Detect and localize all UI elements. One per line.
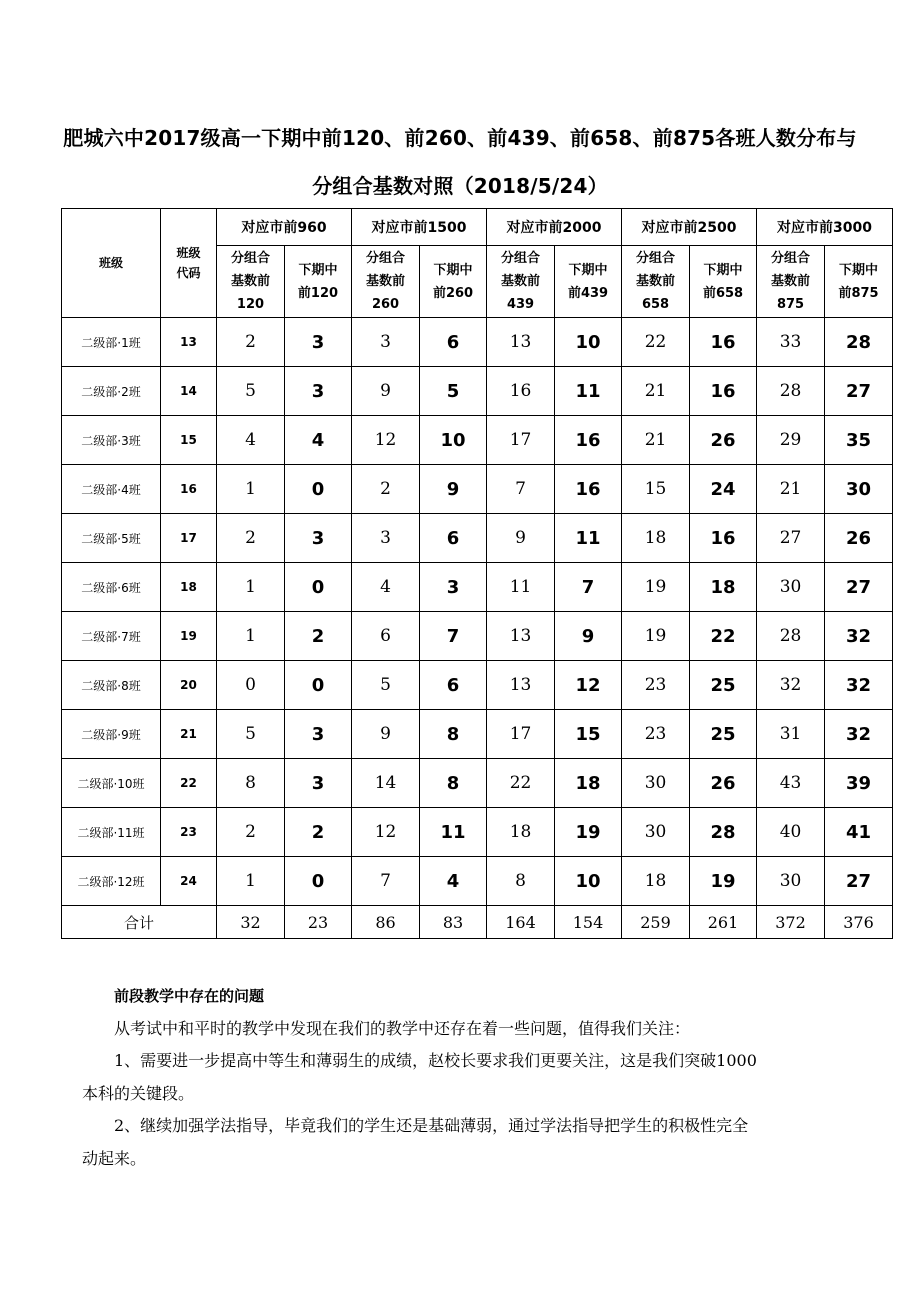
midterm-count-cell: 11	[420, 808, 487, 857]
base-count-cell: 2	[217, 514, 285, 563]
header-base-count: 分组合基数前260	[352, 246, 420, 318]
header-midterm-count: 下期中前658	[690, 246, 757, 318]
class-code-cell: 17	[161, 514, 217, 563]
base-count-cell: 3	[352, 514, 420, 563]
notes-item2-line2: 动起来。	[82, 1148, 147, 1168]
midterm-count-cell: 10	[555, 857, 622, 906]
base-count-cell: 17	[487, 416, 555, 465]
base-count-cell: 31	[757, 710, 825, 759]
base-count-cell: 27	[757, 514, 825, 563]
midterm-count-cell: 39	[825, 759, 893, 808]
midterm-count-cell: 3	[285, 367, 352, 416]
base-count-cell: 18	[622, 857, 690, 906]
base-count-cell: 4	[217, 416, 285, 465]
class-code-cell: 14	[161, 367, 217, 416]
class-code-cell: 15	[161, 416, 217, 465]
midterm-count-cell: 7	[555, 563, 622, 612]
midterm-count-cell: 41	[825, 808, 893, 857]
midterm-count-cell: 32	[825, 661, 893, 710]
notes-item1-line2: 本科的关键段。	[82, 1083, 195, 1103]
class-code-cell: 23	[161, 808, 217, 857]
header-base-count: 分组合基数前658	[622, 246, 690, 318]
header-class-code-text: 班级代码	[176, 246, 201, 280]
midterm-count-cell: 27	[825, 367, 893, 416]
base-count-cell: 43	[757, 759, 825, 808]
table-row	[62, 661, 893, 710]
base-count-cell: 30	[622, 759, 690, 808]
midterm-count-cell: 28	[690, 808, 757, 857]
midterm-count-cell: 6	[420, 318, 487, 367]
table-row	[62, 514, 893, 563]
base-count-cell: 13	[487, 318, 555, 367]
header-base-count: 分组合基数前120	[217, 246, 285, 318]
base-count-cell: 9	[352, 710, 420, 759]
class-name-cell: 二级部·4班	[62, 465, 161, 514]
midterm-count-cell: 4	[285, 416, 352, 465]
midterm-count-cell: 9	[555, 612, 622, 661]
midterm-count-cell: 18	[690, 563, 757, 612]
base-count-cell: 21	[622, 367, 690, 416]
base-count-cell: 12	[352, 416, 420, 465]
midterm-count-cell: 9	[420, 465, 487, 514]
base-count-cell: 7	[487, 465, 555, 514]
base-count-cell: 1	[217, 857, 285, 906]
base-count-cell: 29	[757, 416, 825, 465]
midterm-count-cell: 0	[285, 661, 352, 710]
midterm-count-cell: 26	[690, 416, 757, 465]
midterm-count-cell: 28	[825, 318, 893, 367]
midterm-count-cell: 5	[420, 367, 487, 416]
totals-row	[62, 906, 893, 939]
total-cell: 154	[555, 906, 622, 939]
base-count-cell: 8	[217, 759, 285, 808]
base-count-cell: 12	[352, 808, 420, 857]
midterm-count-cell: 6	[420, 661, 487, 710]
base-count-cell: 30	[757, 563, 825, 612]
base-count-cell: 40	[757, 808, 825, 857]
class-name-cell: 二级部·6班	[62, 563, 161, 612]
base-count-cell: 33	[757, 318, 825, 367]
midterm-count-cell: 0	[285, 857, 352, 906]
total-cell: 164	[487, 906, 555, 939]
base-count-cell: 6	[352, 612, 420, 661]
base-count-cell: 28	[757, 612, 825, 661]
base-count-cell: 1	[217, 612, 285, 661]
base-count-cell: 19	[622, 563, 690, 612]
document-title-line2: 分组合基数对照（2018/5/24）	[312, 174, 608, 198]
midterm-count-cell: 32	[825, 710, 893, 759]
midterm-count-cell: 8	[420, 710, 487, 759]
midterm-count-cell: 18	[555, 759, 622, 808]
midterm-count-cell: 2	[285, 808, 352, 857]
midterm-count-cell: 0	[285, 465, 352, 514]
totals-label: 合计	[62, 906, 217, 939]
base-count-cell: 7	[352, 857, 420, 906]
notes-heading: 前段教学中存在的问题	[114, 987, 265, 1005]
midterm-count-cell: 30	[825, 465, 893, 514]
table-row	[62, 367, 893, 416]
class-code-cell: 24	[161, 857, 217, 906]
base-count-cell: 17	[487, 710, 555, 759]
base-count-cell: 8	[487, 857, 555, 906]
base-count-cell: 5	[217, 367, 285, 416]
base-count-cell: 21	[757, 465, 825, 514]
midterm-count-cell: 26	[690, 759, 757, 808]
midterm-count-cell: 0	[285, 563, 352, 612]
total-cell: 83	[420, 906, 487, 939]
midterm-count-cell: 12	[555, 661, 622, 710]
midterm-count-cell: 3	[420, 563, 487, 612]
total-cell: 23	[285, 906, 352, 939]
base-count-cell: 0	[217, 661, 285, 710]
midterm-count-cell: 26	[825, 514, 893, 563]
midterm-count-cell: 16	[690, 367, 757, 416]
notes-intro: 从考试中和平时的教学中发现在我们的教学中还存在着一些问题，值得我们关注：	[114, 1018, 691, 1038]
distribution-table	[61, 208, 893, 939]
notes-section	[82, 980, 872, 1175]
table-row	[62, 857, 893, 906]
midterm-count-cell: 19	[690, 857, 757, 906]
base-count-cell: 18	[487, 808, 555, 857]
table-row	[62, 612, 893, 661]
table-row	[62, 759, 893, 808]
base-count-cell: 18	[622, 514, 690, 563]
class-code-cell: 18	[161, 563, 217, 612]
midterm-count-cell: 6	[420, 514, 487, 563]
base-count-cell: 1	[217, 563, 285, 612]
base-count-cell: 32	[757, 661, 825, 710]
midterm-count-cell: 2	[285, 612, 352, 661]
base-count-cell: 23	[622, 661, 690, 710]
midterm-count-cell: 16	[690, 514, 757, 563]
class-code-cell: 19	[161, 612, 217, 661]
class-name-cell: 二级部·1班	[62, 318, 161, 367]
header-base-count: 分组合基数前439	[487, 246, 555, 318]
midterm-count-cell: 22	[690, 612, 757, 661]
base-count-cell: 11	[487, 563, 555, 612]
base-count-cell: 3	[352, 318, 420, 367]
table-row	[62, 808, 893, 857]
midterm-count-cell: 16	[555, 416, 622, 465]
base-count-cell: 22	[622, 318, 690, 367]
base-count-cell: 15	[622, 465, 690, 514]
base-count-cell: 21	[622, 416, 690, 465]
total-cell: 376	[825, 906, 893, 939]
header-midterm-count: 下期中前439	[555, 246, 622, 318]
midterm-count-cell: 4	[420, 857, 487, 906]
midterm-count-cell: 27	[825, 563, 893, 612]
base-count-cell: 22	[487, 759, 555, 808]
midterm-count-cell: 3	[285, 710, 352, 759]
base-count-cell: 19	[622, 612, 690, 661]
midterm-count-cell: 16	[555, 465, 622, 514]
class-name-cell: 二级部·3班	[62, 416, 161, 465]
header-group-2500: 对应市前2500	[622, 209, 757, 246]
header-midterm-count: 下期中前875	[825, 246, 893, 318]
base-count-cell: 5	[217, 710, 285, 759]
total-cell: 259	[622, 906, 690, 939]
notes-item2-line1: 2、继续加强学法指导，毕竟我们的学生还是基础薄弱，通过学法指导把学生的积极性完全	[114, 1116, 749, 1135]
total-cell: 32	[217, 906, 285, 939]
midterm-count-cell: 8	[420, 759, 487, 808]
notes-item1-line1: 1、需要进一步提高中等生和薄弱生的成绩，赵校长要求我们更要关注，这是我们突破1000	[114, 1051, 757, 1070]
header-class-code	[161, 209, 217, 318]
base-count-cell: 30	[757, 857, 825, 906]
base-count-cell: 30	[622, 808, 690, 857]
header-class: 班级	[62, 209, 161, 318]
midterm-count-cell: 7	[420, 612, 487, 661]
header-group-3000: 对应市前3000	[757, 209, 893, 246]
class-name-cell: 二级部·5班	[62, 514, 161, 563]
table-row	[62, 710, 893, 759]
base-count-cell: 4	[352, 563, 420, 612]
class-name-cell: 二级部·10班	[62, 759, 161, 808]
midterm-count-cell: 11	[555, 514, 622, 563]
document-title-line1: 肥城六中2017级高一下期中前120、前260、前439、前658、前875各班人数分布与	[63, 126, 857, 150]
table-row	[62, 318, 893, 367]
class-name-cell: 二级部·2班	[62, 367, 161, 416]
base-count-cell: 2	[352, 465, 420, 514]
base-count-cell: 5	[352, 661, 420, 710]
base-count-cell: 16	[487, 367, 555, 416]
class-code-cell: 21	[161, 710, 217, 759]
total-cell: 372	[757, 906, 825, 939]
table-row	[62, 563, 893, 612]
header-midterm-count: 下期中前120	[285, 246, 352, 318]
class-code-cell: 22	[161, 759, 217, 808]
midterm-count-cell: 11	[555, 367, 622, 416]
midterm-count-cell: 35	[825, 416, 893, 465]
class-name-cell: 二级部·12班	[62, 857, 161, 906]
class-code-cell: 16	[161, 465, 217, 514]
class-name-cell: 二级部·11班	[62, 808, 161, 857]
midterm-count-cell: 3	[285, 318, 352, 367]
table-row	[62, 465, 893, 514]
midterm-count-cell: 10	[555, 318, 622, 367]
midterm-count-cell: 25	[690, 710, 757, 759]
base-count-cell: 28	[757, 367, 825, 416]
base-count-cell: 14	[352, 759, 420, 808]
base-count-cell: 1	[217, 465, 285, 514]
base-count-cell: 2	[217, 318, 285, 367]
midterm-count-cell: 24	[690, 465, 757, 514]
class-code-cell: 13	[161, 318, 217, 367]
class-name-cell: 二级部·8班	[62, 661, 161, 710]
midterm-count-cell: 16	[690, 318, 757, 367]
midterm-count-cell: 25	[690, 661, 757, 710]
class-name-cell: 二级部·9班	[62, 710, 161, 759]
class-name-cell: 二级部·7班	[62, 612, 161, 661]
midterm-count-cell: 10	[420, 416, 487, 465]
header-group-960: 对应市前960	[217, 209, 352, 246]
midterm-count-cell: 3	[285, 759, 352, 808]
header-midterm-count: 下期中前260	[420, 246, 487, 318]
base-count-cell: 2	[217, 808, 285, 857]
midterm-count-cell: 32	[825, 612, 893, 661]
base-count-cell: 9	[352, 367, 420, 416]
base-count-cell: 23	[622, 710, 690, 759]
midterm-count-cell: 3	[285, 514, 352, 563]
table-row	[62, 416, 893, 465]
class-code-cell: 20	[161, 661, 217, 710]
midterm-count-cell: 19	[555, 808, 622, 857]
base-count-cell: 13	[487, 661, 555, 710]
midterm-count-cell: 27	[825, 857, 893, 906]
total-cell: 261	[690, 906, 757, 939]
midterm-count-cell: 15	[555, 710, 622, 759]
header-group-2000: 对应市前2000	[487, 209, 622, 246]
header-base-count: 分组合基数前875	[757, 246, 825, 318]
base-count-cell: 9	[487, 514, 555, 563]
base-count-cell: 13	[487, 612, 555, 661]
header-group-1500: 对应市前1500	[352, 209, 487, 246]
total-cell: 86	[352, 906, 420, 939]
